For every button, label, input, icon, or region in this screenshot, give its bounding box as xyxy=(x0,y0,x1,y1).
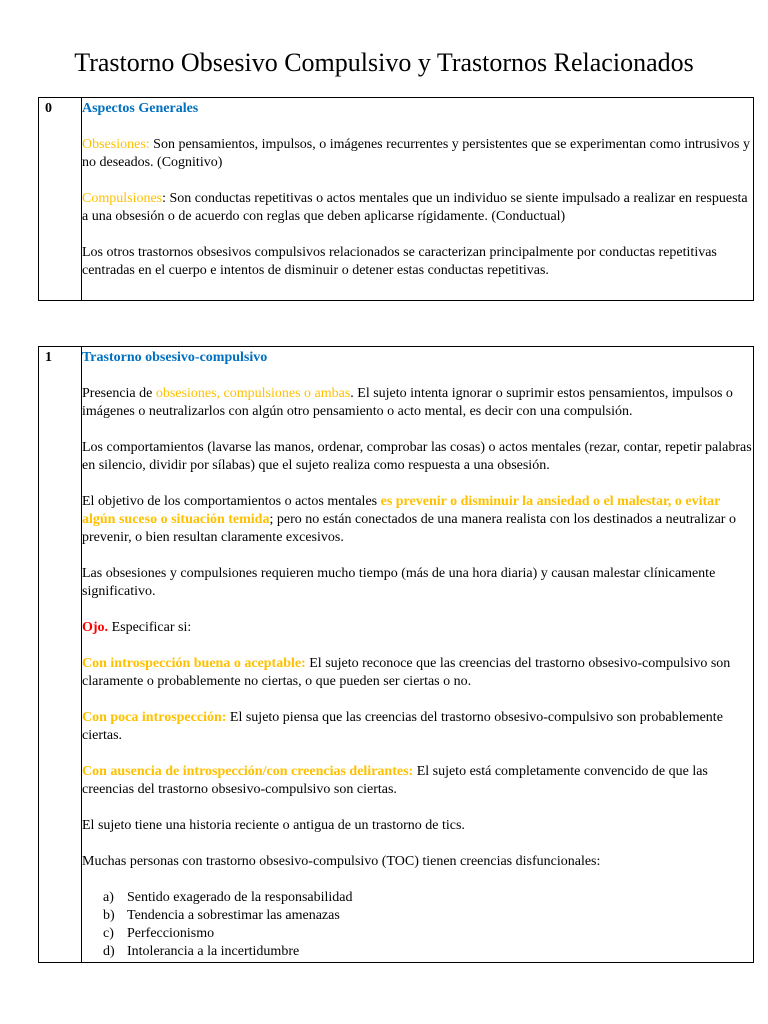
page-title: Trastorno Obsesivo Compulsivo y Trastornos Relacionados xyxy=(74,48,694,77)
term-compulsiones: Compulsiones xyxy=(82,191,163,206)
list-marker: a) xyxy=(103,890,114,905)
paragraph-compulsiones xyxy=(82,190,753,226)
highlight-span: Con introspección buena o aceptable: xyxy=(82,656,306,671)
section-content xyxy=(82,98,754,301)
paragraph-introspeccion-buena xyxy=(82,655,753,691)
text-span: ; pero no están conectados de una manera realista con los destinados a neutralizar o prevenir, o bien resultan claramente excesivos. xyxy=(82,512,736,545)
text-span: . El sujeto intenta ignorar o suprimir estos pensamientos, impulsos o imágenes o neutralizarlos con algún otro pensamiento o acto mental, es decir con una compulsión. xyxy=(82,386,733,419)
list-item xyxy=(82,889,753,907)
paragraph-ausencia-introspeccion xyxy=(82,763,753,799)
highlight-span: Con poca introspección: xyxy=(82,710,227,725)
list-marker: b) xyxy=(103,908,115,923)
section-heading: Trastorno obsesivo-compulsivo xyxy=(82,350,268,365)
section-content xyxy=(82,347,754,963)
list-item xyxy=(82,943,753,961)
section-number: 1 xyxy=(45,350,52,365)
text-span: El sujeto reconoce que las creencias del trastorno obsesivo-compulsivo son claramente o probablemente no ciertas, o que pueden ser ciertas o no. xyxy=(82,656,731,689)
term-obsesiones: Obsesiones: xyxy=(82,137,150,152)
text-span: Especificar si: xyxy=(108,620,192,635)
definition-obsesiones: Son pensamientos, impulsos, o imágenes recurrentes y persistentes que se experimentan como intrusivos y no deseados. (Cognitivo) xyxy=(82,137,750,170)
section-table-toc xyxy=(38,346,754,963)
paragraph-presencia xyxy=(82,385,753,421)
list-item-text: Sentido exagerado de la responsabilidad xyxy=(127,890,353,905)
list-item xyxy=(82,925,753,943)
list-item-text: Perfeccionismo xyxy=(127,926,215,941)
text-span: Presencia de xyxy=(82,386,156,401)
highlight-span: Con ausencia de introspección/con creencias delirantes: xyxy=(82,764,414,779)
paragraph-otros-trastornos: Los otros trastornos obsesivos compulsivos relacionados se caracterizan principalmente por conductas repetitivas centradas en el cuerpo e intentos de disminuir o detener estas conductas repetitivas. xyxy=(82,245,717,278)
section-number: 0 xyxy=(45,101,52,116)
warning-label: Ojo. xyxy=(82,620,109,635)
paragraph-comportamientos: Los comportamientos (lavarse las manos, ordenar, comprobar las cosas) o actos mentales (rezar, contar, repetir palabras en silencio, dividir por sílabas) que el sujeto realiza como respuesta a una obsesión. xyxy=(82,440,752,473)
paragraph-obsesiones xyxy=(82,136,753,172)
list-marker: c) xyxy=(103,926,114,941)
section-heading: Aspectos Generales xyxy=(82,101,199,116)
highlight-span: obsesiones, compulsiones o ambas xyxy=(155,386,351,401)
definition-compulsiones: : Son conductas repetitivas o actos mentales que un individuo se siente impulsado a realizar en respuesta a una obsesión o de acuerdo con reglas que deben aplicarse rígidamente. (Conductual) xyxy=(82,191,748,224)
paragraph-creencias: Muchas personas con trastorno obsesivo-compulsivo (TOC) tienen creencias disfuncionales: xyxy=(82,854,601,869)
beliefs-list xyxy=(82,889,753,961)
section-number-cell xyxy=(39,98,82,301)
paragraph-objetivo xyxy=(82,493,753,547)
list-marker: d) xyxy=(103,944,115,959)
section-number-cell xyxy=(39,347,82,963)
paragraph-ojo xyxy=(82,619,753,637)
paragraph-poca-introspeccion xyxy=(82,709,753,745)
text-span: El objetivo de los comportamientos o actos mentales xyxy=(82,494,381,509)
paragraph-tics: El sujeto tiene una historia reciente o antigua de un trastorno de tics. xyxy=(82,818,465,833)
list-item xyxy=(82,907,753,925)
list-item-text: Tendencia a sobrestimar las amenazas xyxy=(127,908,340,923)
highlight-span: es prevenir o disminuir la ansiedad o el malestar, o evitar algún suceso o situación temida xyxy=(82,494,721,527)
list-item-text: Intolerancia a la incertidumbre xyxy=(127,944,300,959)
text-span: El sujeto está completamente convencido de que las creencias del trastorno obsesivo-compulsivo son ciertas. xyxy=(82,764,708,797)
paragraph-tiempo: Las obsesiones y compulsiones requieren mucho tiempo (más de una hora diaria) y causan malestar clínicamente significativo. xyxy=(82,566,716,599)
text-span: El sujeto piensa que las creencias del trastorno obsesivo-compulsivo son probablemente ciertas. xyxy=(82,710,723,743)
section-table-general xyxy=(38,97,754,301)
